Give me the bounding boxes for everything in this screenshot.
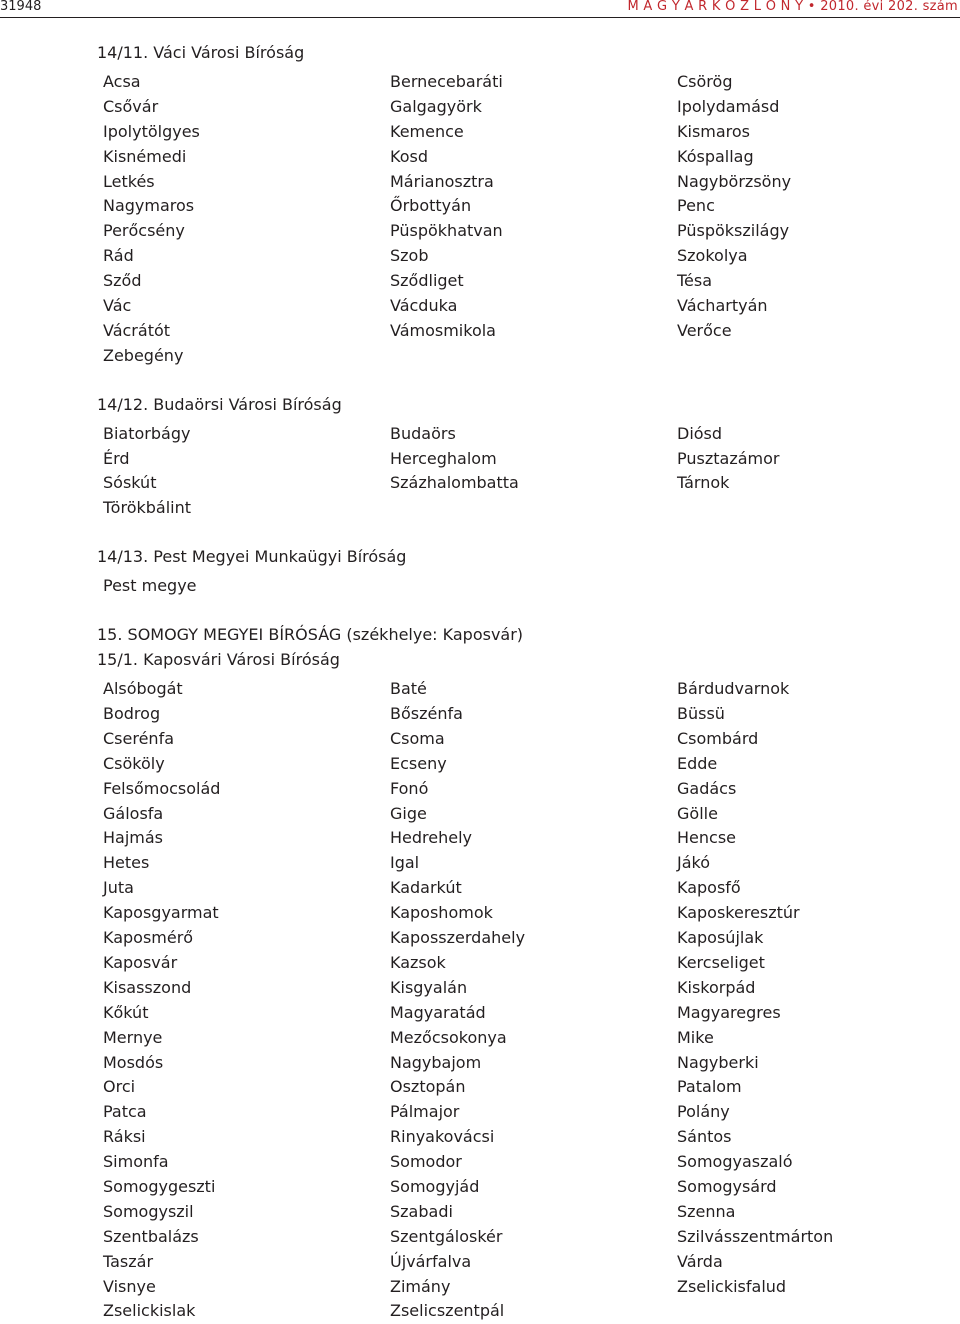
settlement-name: Polány — [677, 1102, 730, 1122]
settlement-name: Hetes — [103, 853, 150, 873]
settlement-name: Nagymaros — [103, 196, 195, 216]
settlement-name: Őrbottyán — [390, 196, 472, 216]
settlement-name: Biatorbágy — [103, 423, 191, 443]
settlement-name: Ecseny — [390, 753, 447, 773]
settlement-name: Bernecebaráti — [390, 72, 503, 91]
settlement-name: Sántos — [677, 1127, 732, 1147]
settlement-name: Pest megye — [103, 576, 197, 596]
settlement-name: Gige — [390, 803, 427, 823]
settlement-name: Osztopán — [390, 1077, 466, 1097]
settlement-name: Bodrog — [103, 704, 161, 724]
settlement-name: Szokolya — [677, 246, 748, 266]
settlement-name: Ráksi — [103, 1127, 146, 1147]
settlement-name: Püspökszilágy — [677, 221, 790, 241]
settlement-name: Somodor — [390, 1152, 462, 1172]
settlement-name: Kazsok — [390, 952, 446, 972]
settlement-name: Büssü — [677, 704, 725, 724]
settlement-list — [97, 677, 937, 1324]
settlement-name: Zselickisfalud — [677, 1276, 787, 1296]
settlement-name: Baté — [390, 679, 427, 699]
settlement-name: Újvárfalva — [390, 1251, 472, 1271]
settlement-name: Rád — [103, 246, 134, 266]
settlement-name: Edde — [677, 753, 718, 773]
settlement-name: Herceghalom — [390, 448, 497, 468]
settlement-name: Taszár — [103, 1251, 154, 1271]
settlement-name: Csököly — [103, 753, 165, 773]
settlement-name: Felsőmocsolád — [103, 778, 221, 798]
settlement-name: Kaposhomok — [390, 903, 493, 923]
settlement-name: Kaposkeresztúr — [677, 903, 800, 923]
settlement-name: Simonfa — [103, 1152, 169, 1172]
settlement-name: Szentbalázs — [103, 1226, 199, 1246]
settlement-name: Somogyjád — [390, 1176, 480, 1196]
settlement-name: Érd — [103, 448, 130, 468]
settlement-name: Somogyszil — [103, 1201, 194, 1221]
settlement-name: Zebegény — [103, 345, 184, 365]
settlement-name: Budaörs — [390, 423, 456, 443]
settlement-name: Kisnémedi — [103, 146, 187, 166]
settlement-name: Kercseliget — [677, 952, 765, 972]
settlement-name: Patalom — [677, 1077, 742, 1097]
settlement-name: Vác — [103, 296, 132, 316]
settlement-name: Ipolytölgyes — [103, 121, 200, 141]
settlement-name: Szilvásszentmárton — [677, 1226, 834, 1246]
settlement-name: Kaposfő — [677, 878, 741, 898]
settlement-name: Kaposvár — [103, 952, 178, 972]
settlement-name: Nagybajom — [390, 1052, 482, 1072]
settlement-name: Szabadi — [390, 1201, 453, 1221]
settlement-name: Somogyaszaló — [677, 1152, 793, 1172]
settlement-name: Alsóbogát — [103, 679, 183, 699]
settlement-name: Hedrehely — [390, 828, 472, 848]
settlement-list — [97, 70, 937, 369]
settlement-name: Jákó — [677, 853, 711, 873]
section-heading: 14/11. Váci Városi Bíróság — [97, 43, 305, 62]
settlement-name: Letkés — [103, 171, 155, 191]
settlement-name: Kaposújlak — [677, 928, 764, 948]
settlement-name: Penc — [677, 196, 715, 216]
settlement-name: Törökbálint — [103, 498, 192, 518]
page-number: 31948 — [0, 0, 42, 14]
section-heading: 14/13. Pest Megyei Munkaügyi Bíróság — [97, 547, 407, 567]
settlement-name: Kaposgyarmat — [103, 903, 219, 923]
settlement-name: Kaposszerdahely — [390, 928, 526, 948]
settlement-name: Várda — [677, 1251, 723, 1271]
settlement-name: Kisasszond — [103, 977, 192, 997]
settlement-name: Gadács — [677, 778, 737, 798]
settlement-name: Visnye — [103, 1276, 156, 1296]
running-head: M A G Y A R K Ö Z L Ö N Y • 2010. évi 202. szám — [627, 0, 958, 14]
settlement-name: Somogysárd — [677, 1176, 777, 1196]
settlement-name: Sződ — [103, 271, 142, 291]
settlement-name: Vácrátót — [103, 320, 171, 340]
settlement-name: Mike — [677, 1027, 714, 1047]
settlement-name: Gölle — [677, 803, 718, 823]
settlement-name: Ipolydamásd — [677, 96, 780, 116]
settlement-name: Kaposmérő — [103, 928, 194, 948]
settlement-name: Szenna — [677, 1201, 736, 1221]
settlement-name: Zselicszentpál — [390, 1301, 505, 1321]
settlement-name: Tésa — [677, 271, 713, 291]
settlement-name: Márianosztra — [390, 171, 494, 191]
settlement-name: Bárdudvarnok — [677, 679, 790, 699]
settlement-name: Százhalombatta — [390, 473, 519, 493]
settlement-name: Sóskút — [103, 473, 157, 493]
settlement-name: Csővár — [103, 96, 159, 116]
settlement-name: Cserénfa — [103, 728, 174, 748]
settlement-name: Pusztazámor — [677, 448, 780, 468]
settlement-name: Patca — [103, 1102, 147, 1122]
page-header — [0, 0, 960, 16]
settlement-name: Galgagyörk — [390, 96, 482, 116]
settlement-name: Püspökhatvan — [390, 221, 503, 241]
settlement-name: Juta — [103, 878, 134, 898]
settlement-name: Kisgyalán — [390, 977, 468, 997]
settlement-name: Kiskorpád — [677, 977, 756, 997]
settlement-name: Csombárd — [677, 728, 759, 748]
settlement-name: Hencse — [677, 828, 736, 848]
settlement-name: Szentgáloskér — [390, 1226, 503, 1246]
settlement-name: Mezőcsokonya — [390, 1027, 507, 1047]
settlement-name: Perőcsény — [103, 221, 185, 241]
settlement-name: Kemence — [390, 121, 464, 141]
settlement-name: Rinyakovácsi — [390, 1127, 495, 1147]
settlement-name: Somogygeszti — [103, 1176, 216, 1196]
settlement-name: Tárnok — [677, 473, 730, 493]
settlement-name: Zselickislak — [103, 1301, 196, 1321]
settlement-name: Zimány — [390, 1276, 451, 1296]
settlement-name: Sződliget — [390, 271, 464, 291]
settlement-name: Szob — [390, 246, 429, 266]
header-rule — [0, 17, 960, 18]
settlement-name: Csoma — [390, 728, 445, 748]
settlement-name: Mernye — [103, 1027, 163, 1047]
settlement-name: Kadarkút — [390, 878, 462, 898]
settlement-name: Diósd — [677, 423, 723, 443]
settlement-name: Pálmajor — [390, 1102, 460, 1122]
section-heading: 14/12. Budaörsi Városi Bíróság — [97, 394, 342, 414]
settlement-list — [97, 574, 937, 599]
settlement-name: Csörög — [677, 72, 733, 91]
settlement-name: Fonó — [390, 778, 429, 798]
settlement-name: Magyaregres — [677, 1002, 781, 1022]
settlement-name: Nagybörzsöny — [677, 171, 792, 191]
settlement-name: Hajmás — [103, 828, 164, 848]
settlement-name: Kosd — [390, 146, 428, 166]
settlement-name: Igal — [390, 853, 420, 873]
settlement-name: Kóspallag — [677, 146, 754, 166]
document-body — [97, 40, 937, 1324]
settlement-name: Mosdós — [103, 1052, 164, 1072]
settlement-name: Vámosmikola — [390, 320, 496, 340]
section-heading: 15/1. Kaposvári Városi Bíróság — [97, 650, 340, 670]
settlement-list — [97, 422, 937, 522]
settlement-name: Bőszénfa — [390, 704, 463, 724]
settlement-name: Váchartyán — [677, 296, 768, 316]
settlement-name: Acsa — [103, 72, 141, 91]
settlement-name: Nagyberki — [677, 1052, 759, 1072]
settlement-name: Magyaratád — [390, 1002, 486, 1022]
settlement-name: Verőce — [677, 320, 732, 340]
settlement-name: Orci — [103, 1077, 136, 1097]
settlement-name: Gálosfa — [103, 803, 164, 823]
settlement-name: Kőkút — [103, 1002, 149, 1022]
settlement-name: Kismaros — [677, 121, 751, 141]
settlement-name: Vácduka — [390, 296, 458, 316]
county-heading: 15. SOMOGY MEGYEI BÍRÓSÁG (székhelye: Kaposvár) — [97, 625, 524, 645]
